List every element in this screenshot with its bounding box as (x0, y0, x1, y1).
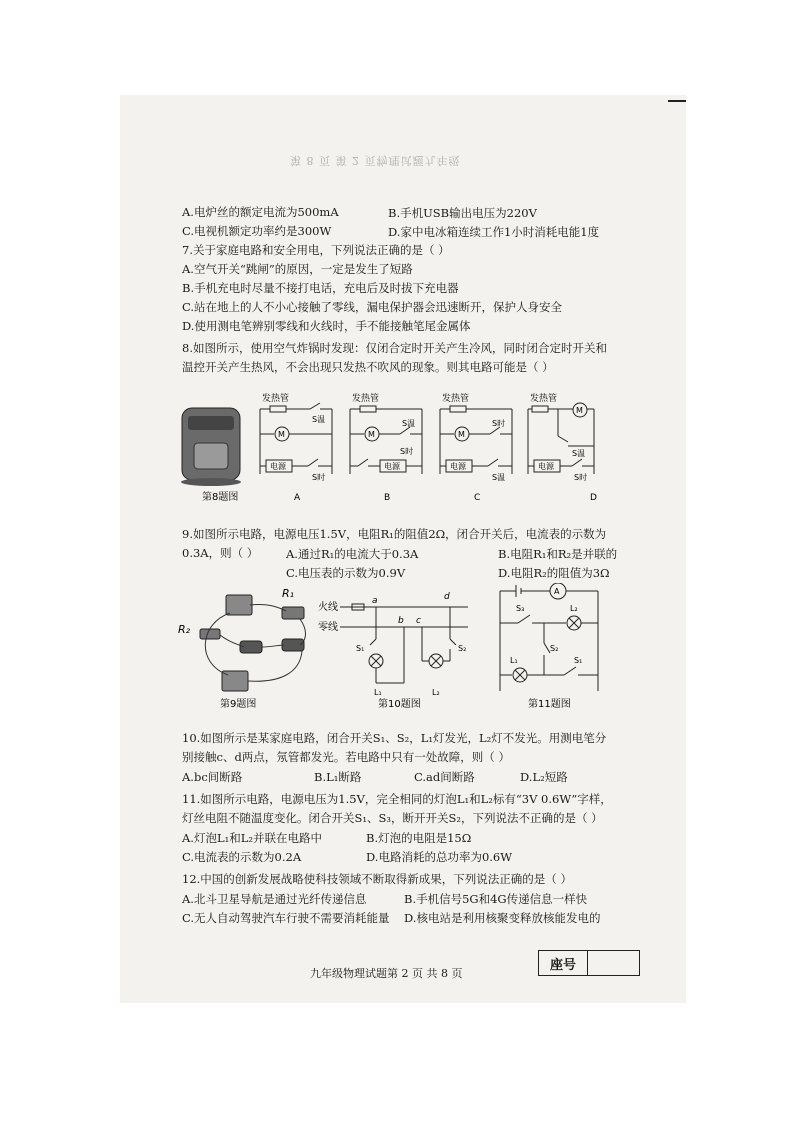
s2-label: S₂ (458, 644, 467, 653)
heater-label: 发热管 (352, 394, 380, 404)
figure-11-caption: 第11题图 (528, 699, 571, 710)
circuit-a-label: A (294, 493, 301, 503)
q10-stem-1: 10.如图所示是某家庭电路，闭合开关S₁、S₂，L₁灯发光，L₂灯不发光。用测电笔分 (182, 731, 607, 745)
motor-label: M (576, 406, 583, 415)
seat-number-label: 座号 (539, 951, 588, 975)
seat-number-box (538, 950, 640, 976)
l1-label: L₁ (510, 656, 518, 665)
circuit-d-label: D (590, 493, 597, 503)
power-label: 电源 (270, 462, 286, 471)
figure-11-circuit (500, 583, 598, 710)
r1-label: R₁ (282, 587, 295, 600)
seat-number-field[interactable] (588, 951, 639, 975)
exam-page (120, 95, 686, 1003)
q12-option-b: B.手机信号5G和4G传递信息一样快 (404, 892, 588, 906)
q10-option-c: C.ad间断路 (414, 770, 475, 784)
power-label: 电源 (450, 462, 466, 471)
s1-label: S₁ (574, 656, 583, 665)
heater-label: 发热管 (262, 394, 290, 404)
figure-9-caption: 第9题图 (220, 699, 257, 710)
switch-timer-label: S时 (312, 473, 326, 482)
q12-option-a: A.北斗卫星导航是通过光纤传递信息 (182, 892, 367, 906)
power-label: 电源 (538, 462, 554, 471)
q8-stem-1: 8.如图所示，使用空气炸锅时发现：仅闭合定时开关产生冷风，同时闭合定时开关和 (182, 341, 607, 355)
q9-stem-1: 9.如图所示电路，电源电压1.5V，电阻R₁的阻值2Ω，闭合开关后，电流表的示数为 (182, 527, 607, 541)
q11-stem-1: 11.如图所示电路，电源电压为1.5V，完全相同的灯泡L₁和L₂标有“3V 0.6W”字样， (182, 792, 612, 806)
figure-8-caption: 第8题图 (202, 492, 239, 503)
switch-timer-label: S时 (400, 447, 414, 456)
s1-label: S₁ (356, 644, 365, 653)
point-a-label: a (372, 596, 378, 606)
q7-option-c: C.站在地上的人不小心接触了零线，漏电保护器会迅速断开，保护人身安全 (182, 300, 563, 314)
air-fryer-illustration (181, 408, 241, 486)
motor-label: M (278, 430, 285, 439)
switch-temp-label: S温 (572, 449, 586, 458)
switch-timer-label: S时 (574, 473, 588, 482)
switch-temp-label: S温 (402, 419, 416, 428)
l2-label: L₂ (570, 604, 578, 613)
s3-label: S₃ (516, 604, 525, 613)
q10-option-a: A.bc间断路 (182, 770, 243, 784)
q7-option-a: A.空气开关“跳闸”的原因，一定是发生了短路 (182, 262, 413, 276)
q10-option-d: D.L₂短路 (520, 770, 568, 784)
circuit-c (440, 392, 512, 503)
q11-option-c: C.电流表的示数为0.2A (182, 850, 302, 864)
q7-stem: 7.关于家庭电路和安全用电，下列说法正确的是（ ） (182, 243, 450, 257)
circuit-b-label: B (384, 493, 391, 503)
q6-option-c: C.电视机额定功率约是300W (182, 224, 332, 238)
heater-label: 发热管 (530, 394, 558, 404)
corner-mark (668, 100, 686, 102)
circuit-d (528, 392, 597, 503)
power-label: 电源 (384, 462, 400, 471)
q12-stem: 12.中国的创新发展战略使科技领域不断取得新成果，下列说法正确的是（ ） (182, 872, 572, 886)
figure-9-circuit (178, 587, 305, 710)
q6-option-d: D.家中电冰箱连续工作1小时消耗电能1度 (388, 225, 600, 239)
q8-stem-2: 温控开关产生热风，不会出现只发热不吹风的现象。则其电路可能是（ ） (182, 360, 554, 374)
q10-option-b: B.L₁断路 (314, 770, 362, 784)
s2-label: S₂ (550, 644, 559, 653)
l2-label: L₂ (432, 688, 440, 697)
r2-label: R₂ (178, 623, 191, 636)
switch-temp-label: S温 (312, 415, 326, 424)
q11-option-b: B.灯泡的电阻是15Ω (366, 831, 472, 845)
q9-option-d: D.电阻R₂的阻值为3Ω (498, 566, 610, 580)
point-d-label: d (444, 592, 450, 602)
circuit-a (260, 392, 332, 503)
live-wire-label: 火线 (318, 602, 338, 613)
q11-option-a: A.灯泡L₁和L₂并联在电路中 (182, 831, 322, 845)
figure-10-caption: 第10题图 (378, 699, 421, 710)
q7-option-d: D.使用测电笔辨别零线和火线时，手不能接触笔尾金属体 (182, 319, 471, 333)
figure-8-circuits (172, 388, 602, 518)
point-b-label: b (398, 616, 404, 626)
motor-label: M (458, 430, 465, 439)
circuit-c-label: C (474, 493, 481, 503)
switch-timer-label: S时 (492, 419, 506, 428)
mirrored-header-bleed: 第 8 页 第 2 页物理试题九年级 (290, 154, 461, 167)
q9-option-a: A.通过R₁的电流大于0.3A (286, 547, 419, 561)
q12-option-d: D.核电站是利用核聚变释放核能发电的 (404, 911, 601, 925)
q9-option-b: B.电阻R₁和R₂是并联的 (498, 547, 618, 561)
q11-stem-2: 灯丝电阻不随温度变化。闭合开关S₁、S₃，断开开关S₂，下列说法不正确的是（ ） (182, 811, 603, 825)
heater-label: 发热管 (442, 394, 470, 404)
neutral-wire-label: 零线 (318, 622, 338, 633)
page-footer: 九年级物理试题第 2 页 共 8 页 (310, 967, 463, 980)
q9-stem-2: 0.3A，则（ ） (182, 546, 259, 560)
circuit-b (350, 392, 422, 503)
figure-10-circuit (318, 592, 468, 710)
q10-stem-2: 别接触c、d两点，氖管都发光。若电路中只有一处故障，则（ ） (182, 750, 510, 764)
q7-option-b: B.手机充电时尽量不接打电话，充电后及时拔下充电器 (182, 281, 459, 295)
q9-option-c: C.电压表的示数为0.9V (286, 566, 406, 580)
l1-label: L₁ (374, 688, 382, 697)
point-c-label: c (416, 616, 421, 626)
ammeter-label: A (554, 587, 560, 596)
motor-label: M (368, 430, 375, 439)
figures-9-10-11 (170, 583, 680, 713)
q6-option-b: B.手机USB输出电压为220V (388, 206, 537, 220)
q6-option-a: A.电炉丝的额定电流为500mA (182, 205, 339, 219)
q12-option-c: C.无人自动驾驶汽车行驶不需要消耗能量 (182, 911, 390, 925)
switch-temp-label: S温 (492, 473, 506, 482)
q11-option-d: D.电路消耗的总功率为0.6W (366, 850, 513, 864)
